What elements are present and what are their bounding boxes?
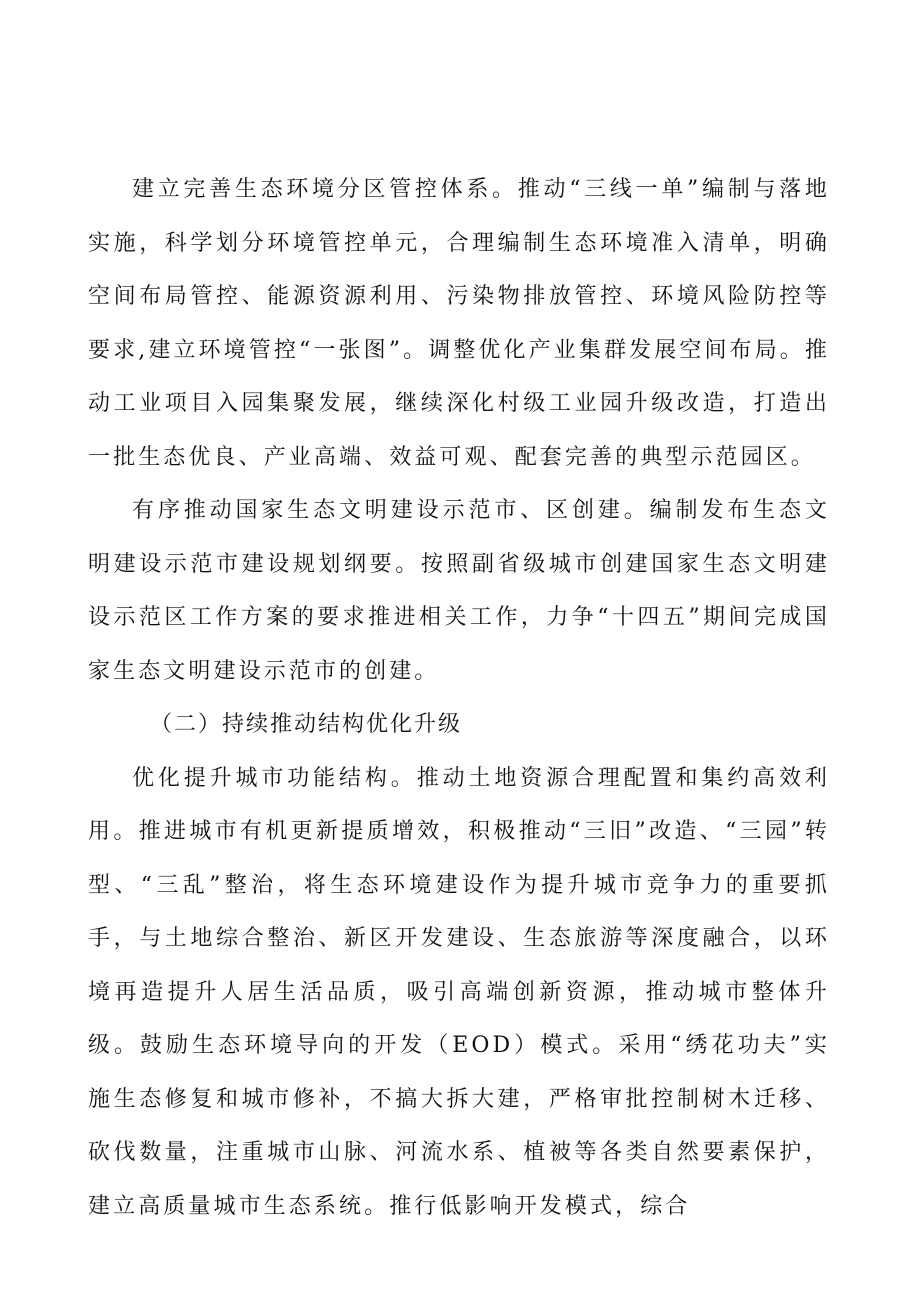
paragraph-zoning-control: 建立完善生态环境分区管控体系。推动“三线一单”编制与落地实施，科学划分环境管控单元，合理编制生态环境准入清单，明确空间布局管控、能源资源利用、污染物排放管控、环境风险防控等要求,建立环境管控“一张图”。调整优化产业集群发展空间布局。推动工业项目入园集聚发展，继续深化村级工业园升级改造，打造出一批生态优良、产业高端、效益可观、配套完善的典型示范园区。 (88, 177, 830, 470)
paragraph-demonstration-city: 有序推动国家生态文明建设示范市、区创建。编制发布生态文明建设示范市建设规划纲要。按照副省级城市创建国家生态文明建设示范区工作方案的要求推进相关工作，力争“十四五”期间完成国家生态文明建设示范市的创建。 (88, 498, 830, 684)
document-body (88, 163, 830, 1233)
section-heading: （二）持续推动结构优化升级 (150, 712, 463, 737)
paragraph-urban-structure: 优化提升城市功能结构。推动土地资源合理配置和集约高效利用。推进城市有机更新提质增效，积极推动“三旧”改造、“三园”转型、“三乱”整治，将生态环境建设作为提升城市竞争力的重要抓手，与土地综合整治、新区开发建设、生态旅游等深度融合，以环境再造提升人居生活品质，吸引高端创新资源，推动城市整体升级。鼓励生态环境导向的开发（EOD）模式。采用“绣花功夫”实施生态修复和城市修补，不搞大拆大建，严格审批控制树木迁移、砍伐数量，注重城市山脉、河流水系、植被等各类自然要素保护，建立高质量城市生态系统。推行低影响开发模式，综合 (88, 765, 830, 1219)
